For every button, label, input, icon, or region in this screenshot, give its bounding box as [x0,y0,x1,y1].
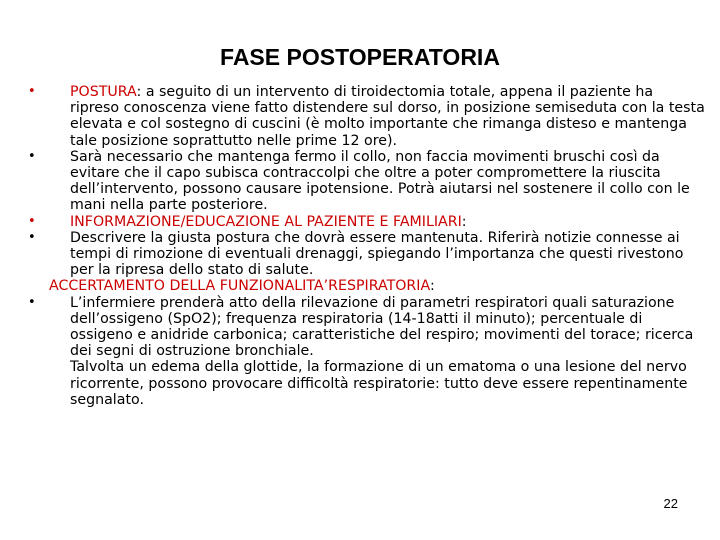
bullet-item-infermiere [25,295,705,360]
section-heading-accertamento [25,278,705,294]
accertamento-label: ACCERTAMENTO DELLA FUNZIONALITA’RESPIRATORIA [49,278,430,295]
bullet-item-postura [25,84,705,149]
bullet-item-collo [25,149,705,214]
bullet-icon: • [28,294,36,310]
descrizione-text: Descrivere la giusta postura che dovrà essere mantenuta. Riferirà notizie connesse ai tempi di rimozione di eventuali drenaggi, spiegando l’importanza che questi rivestono per la ripresa dello stato di salute. [70,229,684,279]
postura-label: POSTURA [70,84,137,100]
bullet-icon: • [28,84,36,99]
postura-text: : a seguito di un intervento di tiroidectomia totale, appena il paziente ha ripreso conoscenza viene fatto distendere sul dorso, in posizione semiseduta con la testa elevata e col sostegno di cuscini (è molto importante che rimanga disteso e mantenga tale posizione soprattutto nelle prime 12 ore). [70,84,705,149]
infermiere-text: L’infermiere prenderà atto della rilevazione di parametri respiratori quali saturazione dell’ossigeno (SpO2); frequenza respiratoria (14-18atti il minuto); percentuale di ossigeno e anidride carbonica; caratteristiche del respiro; movimenti del torace; ricerca dei segni di ostruzione bronchiale. [70,294,694,360]
slide-body [25,84,705,408]
informazione-label: INFORMAZIONE/EDUCAZIONE AL PAZIENTE E FAMILIARI [70,213,462,230]
collo-text: Sarà necessario che mantenga fermo il collo, non faccia movimenti bruschi così da evitare che il capo subisca contraccolpi che oltre a poter compromettere la riuscita dell’intervento, possono causare ipotensione. Potrà aiutarsi nel sostenere il collo con le mani nella parte posteriore. [70,148,690,214]
paragraph-edema: Talvolta un edema della glottide, la formazione di un ematoma o una lesione del nervo ricorrente, possono provocare difficoltà respiratorie: tutto deve essere repentinamente segnalato. [70,359,688,408]
bullet-item-postura-descrizione [25,230,705,279]
bullet-item-informazione [25,214,705,230]
informazione-suffix: : [461,213,467,230]
bullet-icon: • [28,148,36,164]
accertamento-suffix: : [429,278,435,295]
bullet-icon: • [28,213,36,229]
slide-title: FASE POSTOPERATORIA [220,44,500,70]
page-number: 22 [663,496,678,511]
bullet-icon: • [28,229,36,245]
